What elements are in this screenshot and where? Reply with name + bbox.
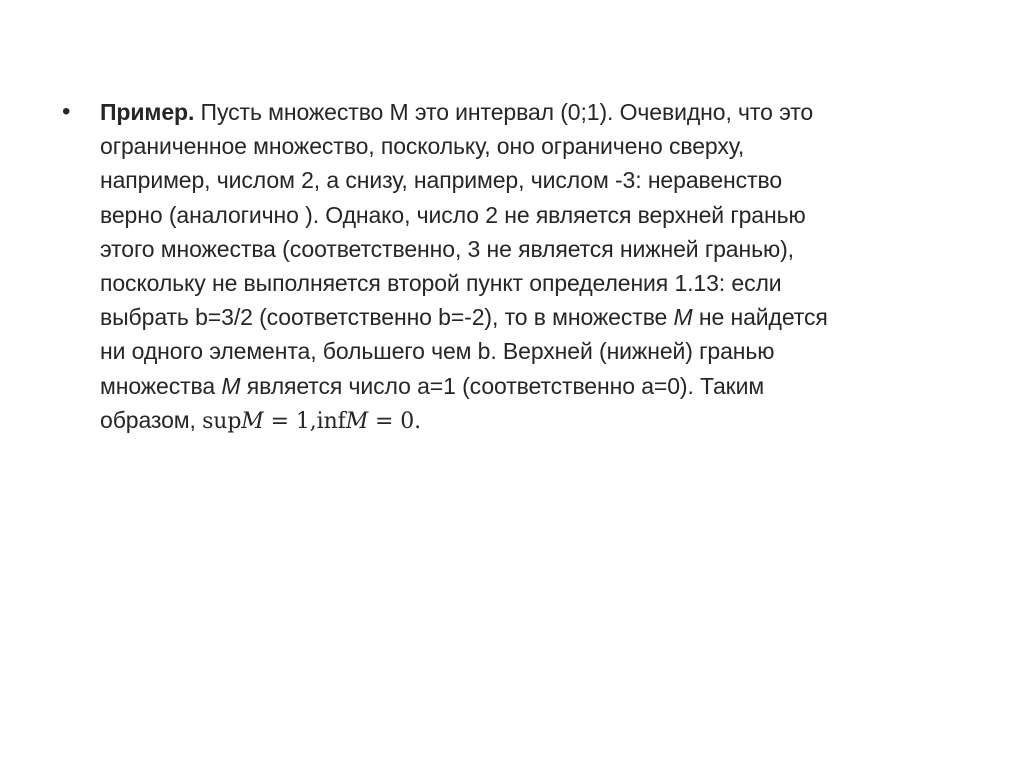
set-variable-m-2: M [221, 372, 241, 399]
bullet-marker: • [62, 98, 71, 125]
text-line-1-body: Пусть множество М это интервал (0;1). Очевидно, что это [194, 99, 814, 125]
text-line-9-after: является число a=1 (соответственно a=0). Таким [240, 372, 765, 399]
text-line-7 [100, 300, 942, 334]
text-line-10-before: образом, [100, 406, 203, 433]
text-line-7-after: не найдется [692, 304, 828, 331]
text-line-10 [100, 403, 942, 439]
sup-inf-formula: sup𝑀 = 1,inf𝑀 = 0. [202, 408, 422, 434]
example-text [100, 95, 942, 439]
text-line-6: поскольку не выполняется второй пункт определения 1.13: если [100, 270, 782, 297]
text-line-4: верно (аналогично ). Однако, число 2 не является верхней гранью [100, 201, 806, 228]
set-variable-m: M [673, 304, 693, 331]
bullet-item-example [62, 95, 942, 439]
text-line-8: ни одного элемента, большего чем b. Верхней (нижней) гранью [100, 338, 775, 365]
text-line-7-before: выбрать b=3/2 (соответственно b=-2), то в множестве [100, 304, 674, 331]
text-line-9 [100, 369, 942, 403]
example-label: Пример. [100, 99, 195, 125]
text-line-2: ограниченное множество, поскольку, оно ограничено сверху, [100, 133, 745, 160]
text-line-9-before: множества [100, 372, 222, 399]
text-line-3: например, числом 2, а снизу, например, числом -3: неравенство [100, 167, 783, 194]
text-line-5: этого множества (соответственно, 3 не является нижней гранью), [100, 235, 794, 262]
text-line-1 [100, 95, 942, 129]
